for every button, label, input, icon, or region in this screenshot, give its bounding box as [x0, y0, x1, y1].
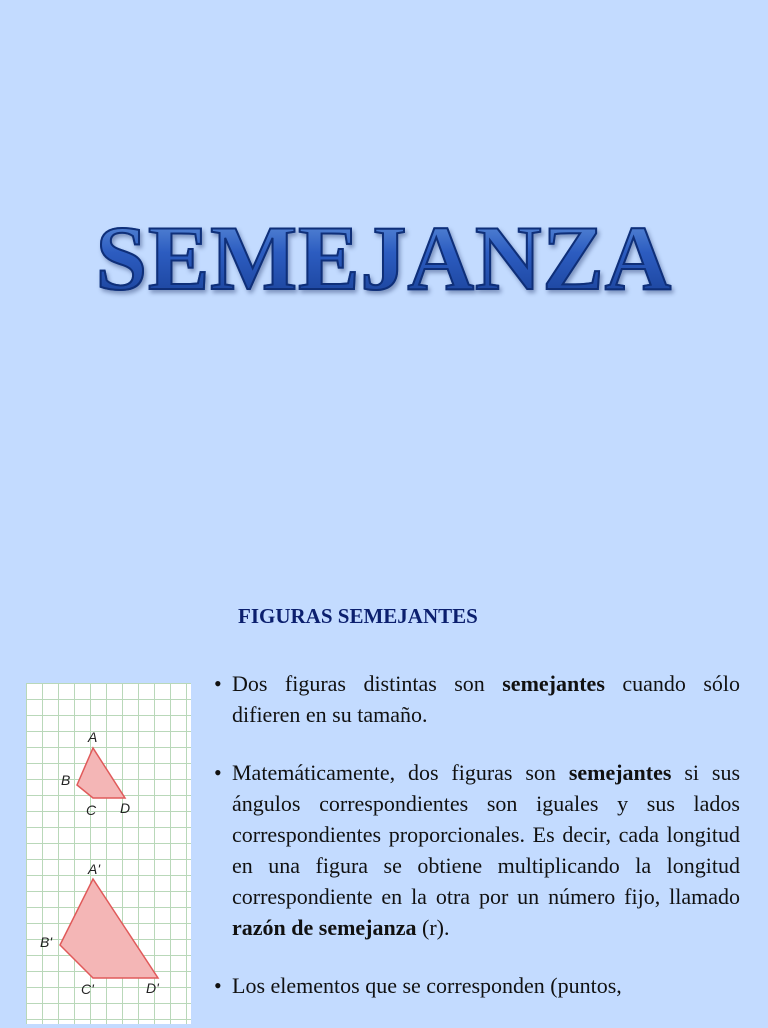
section-heading: FIGURAS SEMEJANTES	[238, 604, 478, 628]
similar-figures-illustration	[26, 683, 191, 1024]
bullet-item	[212, 757, 740, 943]
point-label-d: D	[120, 800, 131, 816]
bullet-text: Los elementos que se corresponden (puntos,	[232, 973, 622, 998]
bullet-text: si sus ángulos correspondientes son iguales y sus lados correspondientes proporcionales. Es decir, cada longitud en una figura se obtiene multiplicando la longitud correspondiente en la otra por un número fijo, llamado	[232, 760, 740, 909]
bullet-text: cuando sólo difieren en su tamaño.	[232, 671, 740, 727]
bullet-text: (r).	[416, 915, 450, 940]
large-quadrilateral	[60, 879, 158, 978]
point-label-b: B	[61, 772, 71, 788]
page-title: SEMEJANZA	[0, 205, 768, 311]
bullet-text: Matemáticamente, dos figuras son	[232, 760, 569, 785]
bullet-item	[212, 668, 740, 730]
similar-quadrilaterals-diagram	[26, 683, 191, 1024]
definition-list	[212, 668, 740, 1028]
bullet-item	[212, 970, 740, 1001]
bullet-bold-term: razón de semejanza	[232, 915, 417, 940]
point-label-c: C	[86, 802, 97, 818]
bullet-bold-term: semejantes	[502, 671, 605, 696]
point-label-b-prime: B'	[40, 934, 53, 950]
bullet-text: Dos figuras distintas son	[232, 671, 503, 696]
point-label-a: A	[88, 729, 98, 745]
bullet-bold-term: semejantes	[568, 760, 672, 785]
small-quadrilateral	[77, 748, 125, 798]
point-label-a-prime: A'	[88, 861, 101, 877]
point-label-d-prime: D'	[146, 980, 159, 996]
point-label-c-prime: C'	[81, 981, 94, 997]
